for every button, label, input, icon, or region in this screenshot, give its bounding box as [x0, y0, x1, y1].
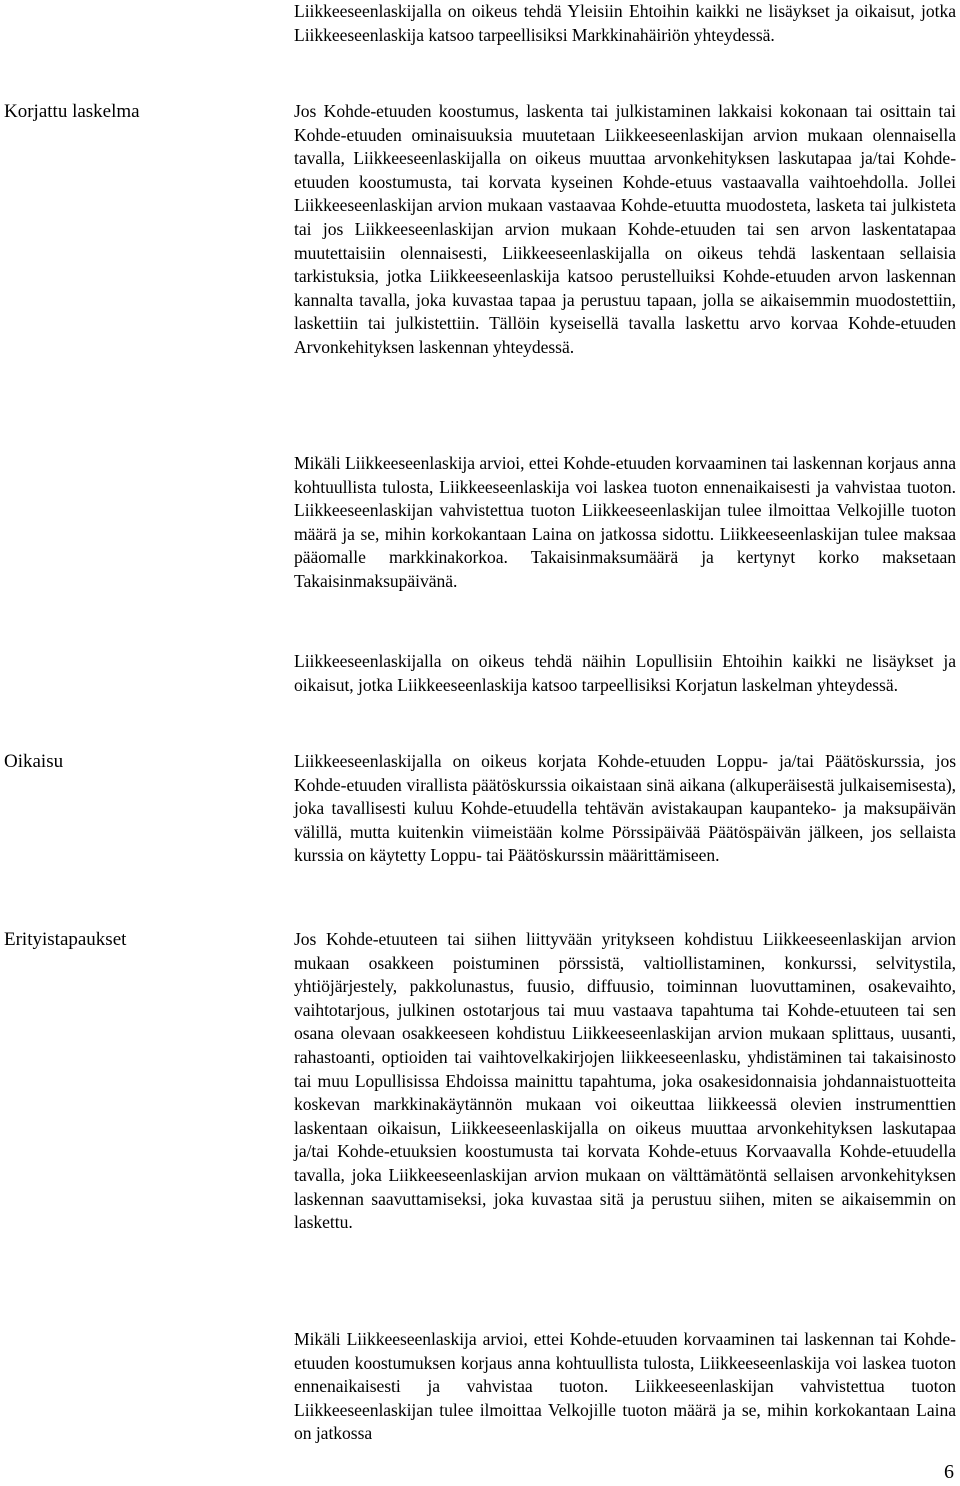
page-number: 6	[944, 1461, 954, 1483]
paragraph: Liikkeeseenlaskijalla on oikeus tehdä Yleisiin Ehtoihin kaikki ne lisäykset ja oikaisut, jotka Liikkeeseenlaskija katsoo tarpeellisiksi Markkinahäiriön yhteydessä.	[294, 1, 956, 45]
paragraph: Mikäli Liikkeeseenlaskija arvioi, ettei Kohde-etuuden korvaaminen tai laskennan tai Kohde-etuuden koostumuksen korjaus anna kohtuullista tulosta, Liikkeeseenlaskija voi laskea tuoton ennenaikaisesti ja vahvistaa tuoton. Liikkeeseenlaskijan vahvistettua tuoton Liikkeeseenlaskijan tulee ilmoittaa Velkojille tuoton määrä ja se, mihin korkokantaan Laina on jatkossa	[294, 1329, 956, 1444]
section-label: Korjattu laskelma	[4, 101, 140, 122]
section-label: Oikaisu	[4, 751, 64, 772]
paragraph: Jos Kohde-etuuden koostumus, laskenta tai julkistaminen lakkaisi kokonaan tai osittain tai Kohde-etuuden ominaisuuksia muutetaan Liikkeeseenlaskijan arvion mukaan olennaisella tavalla, Liikkeeseenlaskijalla on oikeus muuttaa arvonkehityksen laskutapaa ja/tai Kohde-etuuden koostumusta, tai korvata kyseinen Kohde-etuus vastaavalla vaihtoehdolla. Jollei Liikkeeseenlaskijan arvion mukaan vastaavaa Kohde-etuutta muodosteta, lasketa tai julkisteta tai jos Liikkeeseenlaskijan arvion mukaan Kohde-etuuden tai sen arvon laskentatapaa muutettaisiin olennaisesti, Liikkeeseenlaskijalla on oikeus tehdä laskentaan sellaisia tarkistuksia, jotka Liikkeeseenlaskija katsoo perustelluiksi Kohde-etuuden arvon laskennan kannalta tavalla, joka kuvastaa tapaa ja perustuu tapaan, jolla se aikaisemmin muodostettiin, laskettiin tai julkistettiin. Tällöin kyseisellä tavalla laskettu arvo korvaa Kohde-etuuden Arvonkehityksen laskennan yhteydessä.	[294, 101, 956, 357]
paragraph: Liikkeeseenlaskijalla on oikeus korjata Kohde-etuuden Loppu- ja/tai Päätöskurssia, jos Kohde-etuuden virallista päätöskurssia oikaistaan sinä aikana (alkuperäisestä julkaisemisesta), joka tavallisesti kuluu Kohde-etuudella tehtävän avistakaupan kaupanteko- ja maksupäivän välillä, mutta kuitenkin viimeistään kolme Pörssipäivää Päätöspäivän jälkeen, jos sellaista kurssia on käytetty Loppu- tai Päätöskurssin määrittämiseen.	[294, 751, 956, 866]
paragraph: Liikkeeseenlaskijalla on oikeus tehdä näihin Lopullisiin Ehtoihin kaikki ne lisäykset ja oikaisut, jotka Liikkeeseenlaskija katsoo tarpeellisiksi Korjatun laskelman yhteydessä.	[294, 651, 956, 695]
paragraph: Jos Kohde-etuuteen tai siihen liittyvään yritykseen kohdistuu Liikkeeseenlaskijan arvion mukaan osakkeen poistuminen pörssistä, valtiollistaminen, konkurssi, selvitystila, yhtiöjärjestely, pakkolunastus, fuusio, diffuusio, toiminnan luovuttaminen, osakevaihto, vaihtotarjous, julkinen ostotarjous tai muu vastaava tapahtuma tai Kohde-etuuteen tai sen osana olevaan osakkeeseen kohdistuu Liikkeeseenlaskijan arvion mukaan splittaus, uusanti, rahastoanti, optioiden tai vaihtovelkakirjojen liikkeeseenlasku, yhdistäminen tai takaisinosto tai muu Lopullisissa Ehdoissa mainittu tapahtuma, joka osakesidonnaisia johdannaistuotteita koskevan markkinakäytännön mukaan voi oikeuttaa liikkeessä olevien instrumenttien laskentaan oikaisun, Liikkeeseenlaskijalla on oikeus muuttaa arvonkehityksen laskutapaa ja/tai Kohde-etuuksien koostumusta tai korvata Kohde-etuus Korvaavalla Kohde-etuudella tavalla, joka Liikkeeseenlaskijan arvion mukaan on välttämätöntä sellaisen arvonkehityksen laskennan saavuttamiseksi, joka kuvastaa sitä ja perustuu siihen, miten se aikaisemmin on laskettu.	[294, 929, 956, 1233]
section-label: Erityistapaukset	[4, 929, 127, 950]
paragraph: Mikäli Liikkeeseenlaskija arvioi, ettei Kohde-etuuden korvaaminen tai laskennan korjaus anna kohtuullista tulosta, Liikkeeseenlaskija voi laskea tuoton ennenaikaisesti ja vahvistaa tuoton. Liikkeeseenlaskijan vahvistettua tuoton Liikkeeseenlaskijan tulee ilmoittaa Velkojille tuoton määrä ja se, mihin korkokantaan Laina on jatkossa sidottu. Liikkeeseenlaskijan tulee maksaa pääomalle markkinakorkoa. Takaisinmaksumäärä ja kertynyt korko maksetaan Takaisinmaksupäivänä.	[294, 453, 956, 591]
